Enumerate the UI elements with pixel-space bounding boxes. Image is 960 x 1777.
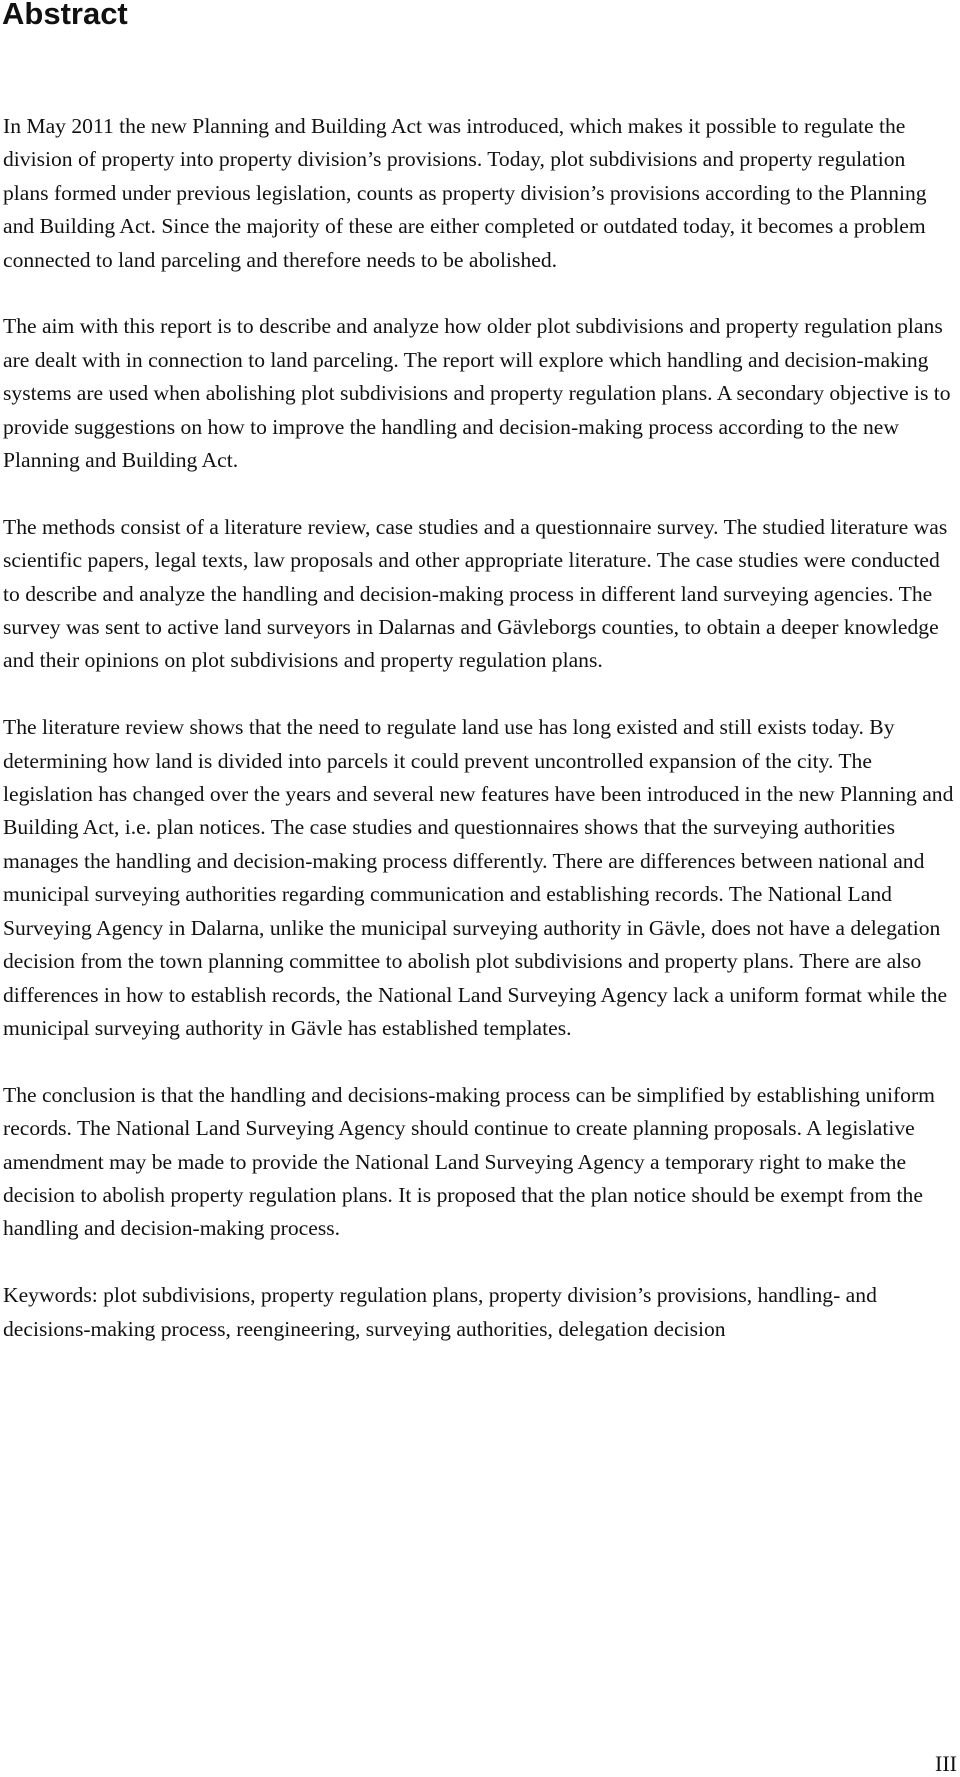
paragraph-introduction: In May 2011 the new Planning and Building Act was introduced, which makes it possible to regulate the division of property into property division’s provisions. Today, plot subdivisions and property regulation plans formed under previous legislation, counts as property division’s provisions according to the Planning and Building Act. Since the majority of these are either completed or outdated today, it becomes a problem connected to land parceling and therefore needs to be abolished. bbox=[3, 114, 927, 272]
paragraph-methods: The methods consist of a literature review, case studies and a questionnaire survey. The studied literature was scientific papers, legal texts, law proposals and other appropriate literature. The case studies were conducted to describe and analyze the handling and decision-making process in different land surveying agencies. The survey was sent to active land surveyors in Dalarnas and Gävleborgs counties, to obtain a deeper knowledge and their opinions on plot subdivisions and property regulation plans. bbox=[3, 514, 948, 673]
abstract-body bbox=[3, 110, 955, 1379]
paragraph-results: The literature review shows that the need to regulate land use has long existed and still exists today. By determining how land is divided into parcels it could prevent uncontrolled expansion of the city. The legislation has changed over the years and several new features have been introduced in the new Planning and Building Act, i.e. plan notices. The case studies and questionnaires shows that the surveying authorities manages the handling and decision-making process differently. There are differences between national and municipal surveying authorities regarding communication and establishing records. The National Land Surveying Agency in Dalarna, unlike the municipal surveying authority in Gävle, does not have a delegation decision from the town planning committee to abolish plot subdivisions and property plans. There are also differences in how to establish records, the National Land Surveying Agency lack a uniform format while the municipal surveying authority in Gävle has established templates. bbox=[3, 715, 954, 1040]
paragraph-keywords: Keywords: plot subdivisions, property regulation plans, property division’s provisions, handling- and decisions-making process, reengineering, surveying authorities, delegation decision bbox=[3, 1283, 877, 1341]
page-title: Abstract bbox=[2, 0, 128, 31]
page-number: III bbox=[935, 1751, 957, 1776]
paragraph-conclusion: The conclusion is that the handling and decisions-making process can be simplified by establishing uniform records. The National Land Surveying Agency should continue to create planning proposals. A legislative amendment may be made to provide the National Land Surveying Agency a temporary right to make the decision to abolish property regulation plans. It is proposed that the plan notice should be exempt from the handling and decision-making process. bbox=[3, 1082, 935, 1241]
paragraph-aim: The aim with this report is to describe and analyze how older plot subdivisions and property regulation plans are dealt with in connection to land parceling. The report will explore which handling and decision-making systems are used when abolishing plot subdivisions and property regulation plans. A secondary objective is to provide suggestions on how to improve the handling and decision-making process according to the new Planning and Building Act. bbox=[3, 314, 951, 473]
